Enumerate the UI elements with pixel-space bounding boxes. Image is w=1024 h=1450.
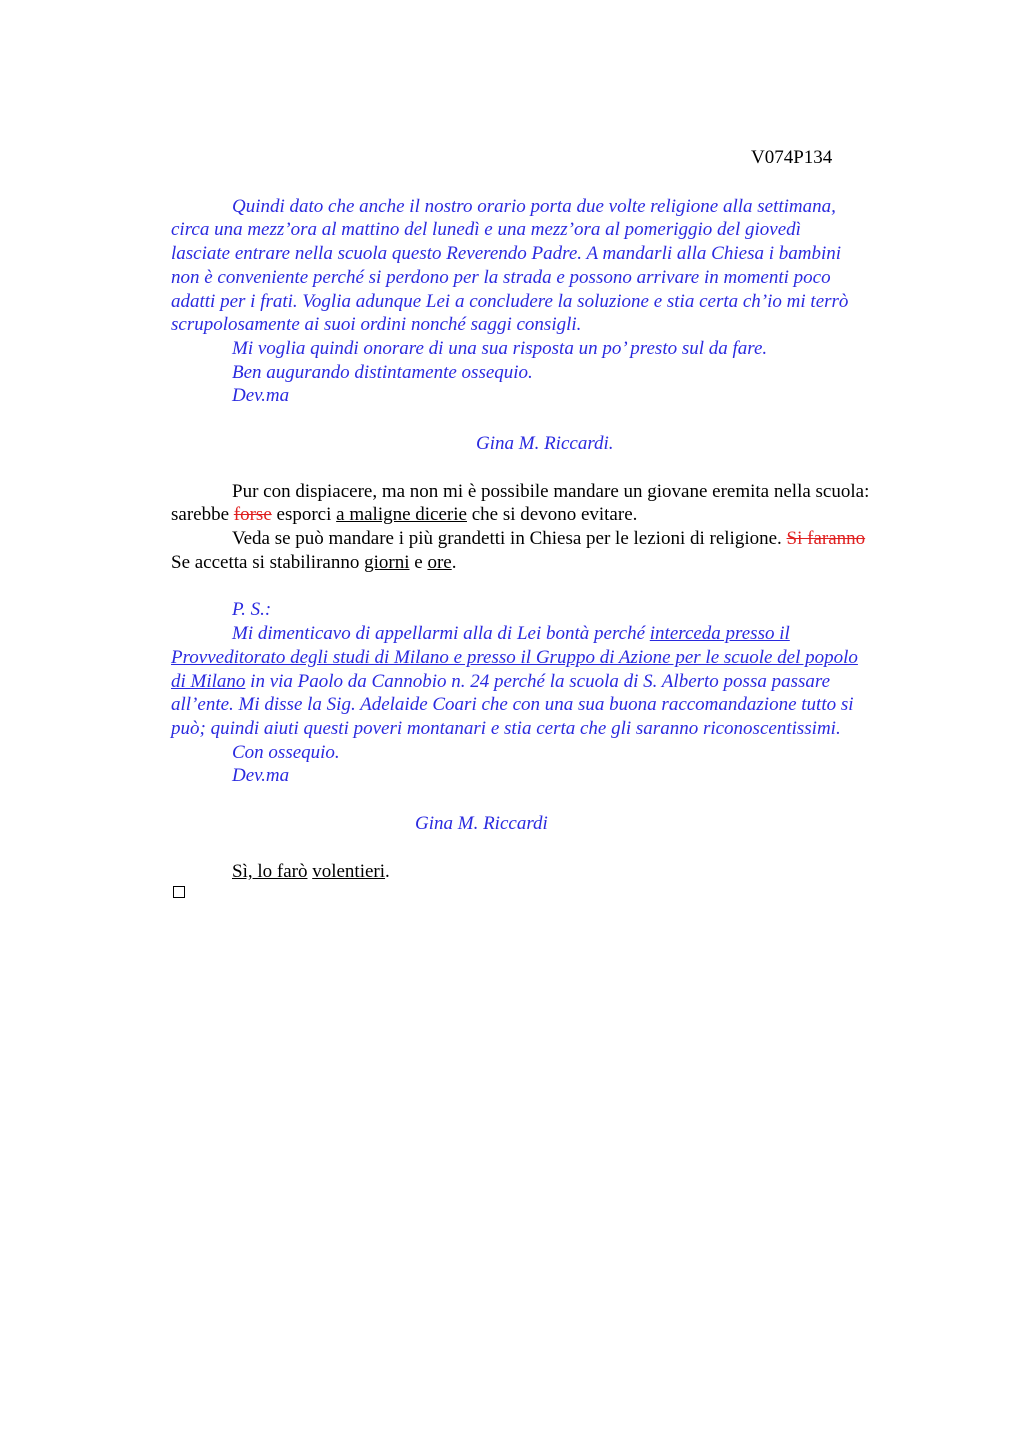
ps-line: all’ente. Mi disse la Sig. Adelaide Coari che con una sua buona raccomandazione tutto si (171, 694, 854, 715)
letter-line: lasciate entrare nella scuola questo Reverendo Padre. A mandarli alla Chiesa i bambini (171, 243, 842, 264)
deleted-text: forse (233, 504, 272, 525)
underlined-text: interceda presso il (649, 623, 790, 644)
checkbox-icon (173, 886, 185, 898)
closing-line: Dev.ma (232, 385, 290, 406)
ps-line: Mi dimenticavo di appellarmi alla di Lei bontà perché interceda presso il (232, 623, 790, 644)
reply-line: Pur con dispiacere, ma non mi è possibile mandare un giovane eremita nella scuola: (232, 481, 870, 502)
letter-line: scrupolosamente ai suoi ordini nonché saggi consigli. (171, 314, 582, 335)
signature: Gina M. Riccardi (415, 813, 548, 834)
ps-line: Con ossequio. (232, 742, 340, 763)
ps-heading: P. S.: (232, 599, 272, 620)
ps-line: di Milano in via Paolo da Cannobio n. 24 perché la scuola di S. Alberto possa passare (171, 671, 830, 692)
letter-line: circa una mezz’ora al mattino del lunedì e una mezz’ora al pomeriggio del giovedì (171, 219, 801, 240)
letter-line: Quindi dato che anche il nostro orario porta due volte religione alla settimana, (232, 196, 836, 217)
letter-line: Ben augurando distintamente ossequio. (232, 362, 533, 383)
reply-line: Veda se può mandare i più grandetti in Chiesa per le lezioni di religione. Si faranno (232, 528, 866, 549)
letter-line: adatti per i frati. Voglia adunque Lei a concludere la soluzione e stia certa ch’io mi terrò (171, 291, 849, 312)
underlined-text: ore (427, 552, 452, 573)
underlined-text: volentieri (312, 861, 386, 882)
deleted-text: Si faranno (786, 528, 866, 549)
letter-line: non è conveniente perché si perdono per la strada e possono arrivare in momenti poco (171, 267, 831, 288)
underlined-text: Provveditorato degli studi di Milano e presso il Gruppo di Azione per le scuole del popolo (171, 647, 858, 668)
letter-line: Mi voglia quindi onorare di una sua risposta un po’ presto sul da fare. (232, 338, 768, 359)
reply-line: sarebbe forse esporci a maligne dicerie che si devono evitare. (171, 504, 638, 525)
document-code: V074P134 (751, 147, 833, 168)
ps-line (171, 646, 858, 670)
underlined-text: Sì, lo farò (232, 861, 308, 882)
ps-line: può; quindi aiuti questi poveri montanari e stia certa che gli saranno riconoscentissimi. (171, 718, 841, 739)
underlined-text: giorni (364, 552, 410, 573)
signature: Gina M. Riccardi. (476, 433, 614, 454)
underlined-text: di Milano (171, 671, 246, 692)
closing-line: Dev.ma (232, 765, 290, 786)
final-reply-line: Sì, lo farò volentieri. (232, 861, 390, 882)
underlined-text: a maligne dicerie (336, 504, 467, 525)
reply-line: Se accetta si stabiliranno giorni e ore. (171, 552, 457, 573)
